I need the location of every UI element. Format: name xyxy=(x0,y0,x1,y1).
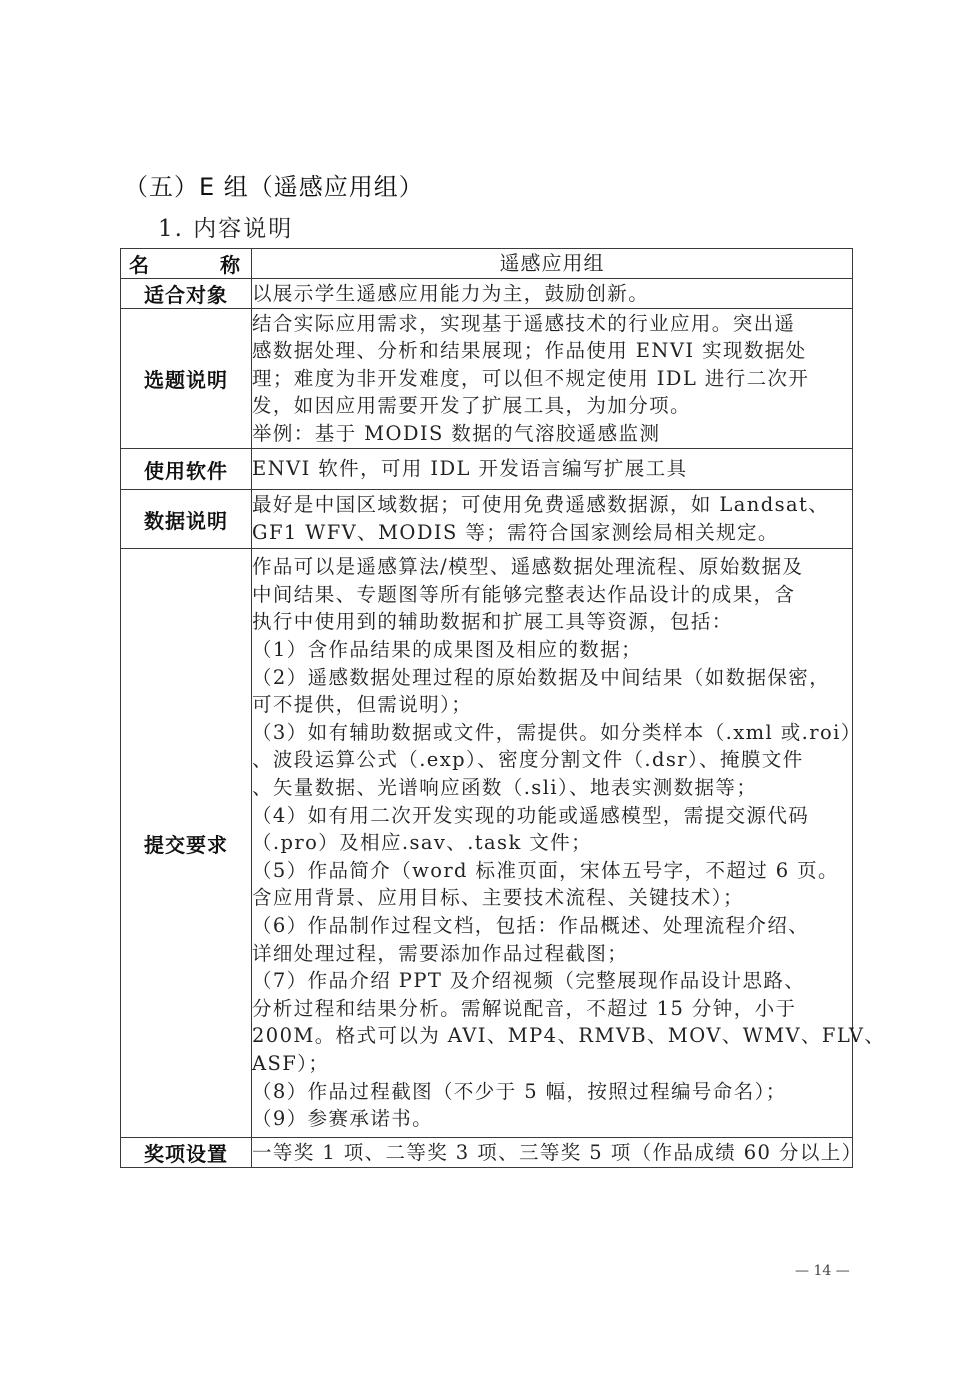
value-line: （6）作品制作过程文档，包括：作品概述、处理流程介绍、 xyxy=(252,913,810,937)
page-number: — 14 — xyxy=(795,1263,850,1279)
row-label: 适合对象 xyxy=(121,279,252,309)
value-line: ASF）； xyxy=(252,1051,330,1075)
value-line: 最好是中国区域数据；可使用免费遥感数据源，如 Landsat、 xyxy=(252,493,830,517)
row-value xyxy=(252,309,853,449)
table-row-topic xyxy=(121,309,853,449)
row-value-group-name xyxy=(252,249,853,279)
value-line: （7）作品介绍 PPT 及介绍视频（完整展现作品设计思路、 xyxy=(252,969,806,993)
value-line: 以展示学生遥感应用能力为主，鼓励创新。 xyxy=(252,281,650,305)
value-line: （2）遥感数据处理过程的原始数据及中间结果（如数据保密， xyxy=(252,665,831,689)
row-value xyxy=(252,490,853,549)
row-value xyxy=(252,449,853,490)
value-line: 作品可以是遥感算法/模型、遥感数据处理流程、原始数据及 xyxy=(252,555,804,579)
value-line: 理；难度为非开发难度，可以但不规定使用 IDL 进行二次开 xyxy=(252,366,810,390)
value-line: 遥感应用组 xyxy=(499,250,605,275)
value-line: 、矢量数据、光谱响应函数（.sli）、地表实测数据等； xyxy=(252,776,758,800)
value-line: （8）作品过程截图（不少于 5 幅，按照过程编号命名）； xyxy=(252,1079,787,1103)
row-label: 提交要求 xyxy=(121,549,252,1138)
value-line: 感数据处理、分析和结果展现；作品使用 ENVI 实现数据处 xyxy=(252,339,807,363)
row-label: 名 称 xyxy=(121,249,252,279)
value-line: GF1 WFV、MODIS 等；需符合国家测绘局相关规定。 xyxy=(252,521,779,544)
value-line: 中间结果、专题图等所有能够完整表达作品设计的成果，含 xyxy=(252,582,796,606)
value-line: 结合实际应用需求，实现基于遥感技术的行业应用。突出遥 xyxy=(252,311,796,335)
section-heading: （五）E 组（遥感应用组） xyxy=(124,173,424,201)
value-line: 举例：基于 MODIS 数据的气溶胶遥感监测 xyxy=(252,421,661,445)
content-description-table xyxy=(120,248,886,1168)
value-line: 、波段运算公式（.exp）、密度分割文件（.dsr）、掩膜文件 xyxy=(252,748,804,772)
value-line: （.pro）及相应.sav、.task 文件； xyxy=(252,831,592,855)
row-label: 选题说明 xyxy=(121,309,252,449)
table-row-awards xyxy=(121,1138,853,1168)
table-row-target xyxy=(121,279,853,309)
row-value xyxy=(252,549,886,1138)
value-line: 发，如因应用需要开发了扩展工具，为加分项。 xyxy=(252,394,691,418)
value-line: 分析过程和结果分析。需解说配音，不超过 15 分钟，小于 xyxy=(252,996,797,1020)
value-line: （5）作品简介（word 标准页面，宋体五号字，不超过 6 页。 xyxy=(252,858,839,882)
row-label: 使用软件 xyxy=(121,449,252,490)
value-line: ENVI 软件，可用 IDL 开发语言编写扩展工具 xyxy=(252,457,688,481)
value-line: （3）如有辅助数据或文件，需提供。如分类样本（.xml 或.roi） xyxy=(252,720,862,744)
table-row-data xyxy=(121,490,853,549)
table-row-submission xyxy=(121,549,853,1138)
value-line: 执行中使用到的辅助数据和扩展工具等资源，包括： xyxy=(252,610,733,634)
row-label: 数据说明 xyxy=(121,490,252,549)
sub-heading: 1. 内容说明 xyxy=(158,216,294,242)
value-line: 一等奖 1 项、二等奖 3 项、三等奖 5 项（作品成绩 60 分以上） xyxy=(252,1140,863,1164)
value-line: （9）参赛承诺书。 xyxy=(252,1107,434,1131)
row-label: 奖项设置 xyxy=(121,1138,252,1168)
value-line: （4）如有用二次开发实现的功能或遥感模型，需提交源代码 xyxy=(252,803,810,827)
value-line: 详细处理过程，需要添加作品过程截图； xyxy=(252,941,629,965)
row-value xyxy=(252,1138,863,1168)
table-row-name xyxy=(121,249,853,279)
value-line: 含应用背景、应用目标、主要技术流程、关键技术）； xyxy=(252,886,744,910)
value-line: 200M。格式可以为 AVI、MP4、RMVB、MOV、WMV、FLV、 xyxy=(252,1024,886,1048)
value-line: 可不提供，但需说明）； xyxy=(252,693,473,717)
value-line: （1）含作品结果的成果图及相应的数据； xyxy=(252,638,643,662)
table-row-software xyxy=(121,449,853,490)
row-value xyxy=(252,279,853,309)
